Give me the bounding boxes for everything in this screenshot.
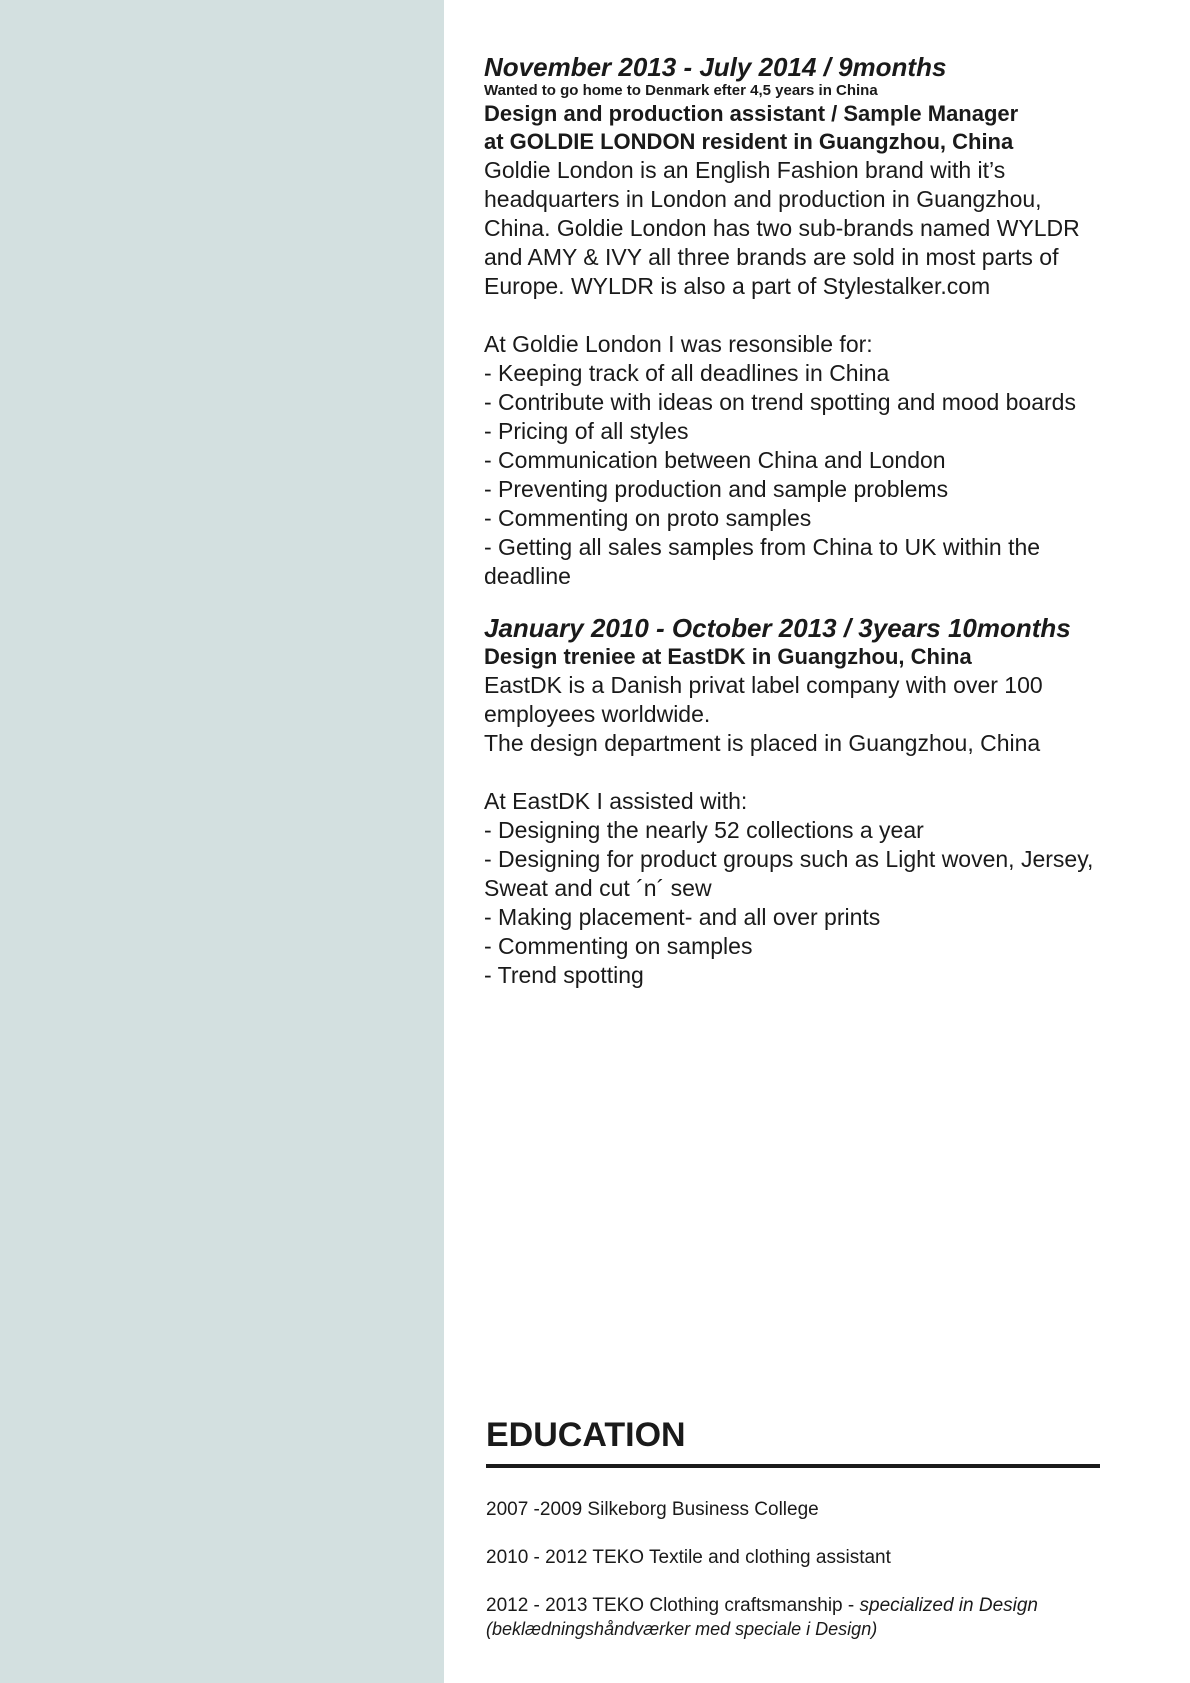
list-item: - Communication between China and London xyxy=(484,447,946,473)
education-item xyxy=(486,1594,1100,1640)
job-note: Wanted to go home to Denmark efter 4,5 years in China xyxy=(484,82,878,99)
job-description-line: headquarters in London and production in Guangzhou, xyxy=(484,186,1042,212)
education-item-text: 2007 -2009 Silkeborg Business College xyxy=(486,1499,819,1520)
list-item: - Commenting on samples xyxy=(484,933,753,959)
education-list xyxy=(486,1498,1100,1640)
job-role-line: Design treniee at EastDK in Guangzhou, China xyxy=(484,644,972,669)
job-entry-eastdk xyxy=(484,613,1174,990)
list-item: - Designing the nearly 52 collections a year xyxy=(484,817,924,843)
job-period: November 2013 - July 2014 / 9months xyxy=(484,52,947,82)
list-item: - Making placement- and all over prints xyxy=(484,904,881,930)
list-item: - Pricing of all styles xyxy=(484,418,689,444)
education-item-specialization: specialized in Design xyxy=(859,1595,1039,1616)
list-item: - Commenting on proto samples xyxy=(484,505,812,531)
education-item-text: 2012 - 2013 TEKO Clothing craftsmanship - xyxy=(486,1595,860,1616)
job-tasks xyxy=(484,816,1174,990)
job-list-intro: At EastDK I assisted with: xyxy=(484,788,748,814)
job-description-line: employees worldwide. xyxy=(484,701,711,727)
job-description-line: China. Goldie London has two sub-brands named WYLDR xyxy=(484,215,1080,241)
job-role-line: Design and production assistant / Sample Manager xyxy=(484,101,1019,126)
experience-section xyxy=(484,52,1174,990)
job-role-line: at GOLDIE LONDON resident in Guangzhou, China xyxy=(484,129,1014,154)
job-description-line: Europe. WYLDR is also a part of Stylestalker.com xyxy=(484,273,991,299)
job-responsibilities xyxy=(484,359,1174,591)
list-item: - Designing for product groups such as Light woven, Jersey, Sweat and cut ´n´ sew xyxy=(484,846,1094,901)
list-item: - Contribute with ideas on trend spotting and mood boards xyxy=(484,389,1076,415)
job-description-line: EastDK is a Danish privat label company with over 100 xyxy=(484,672,1043,698)
list-item: - Getting all sales samples from China to UK within the deadline xyxy=(484,534,1041,589)
education-item xyxy=(486,1498,1100,1522)
education-title: EDUCATION xyxy=(486,1416,686,1454)
education-item xyxy=(486,1546,1100,1570)
education-divider xyxy=(486,1464,1100,1468)
education-item-subtext: (beklædningshåndværker med speciale i Design) xyxy=(486,1619,878,1639)
job-entry-goldie-london xyxy=(484,52,1174,591)
list-item: - Trend spotting xyxy=(484,962,644,988)
job-list-intro: At Goldie London I was resonsible for: xyxy=(484,331,873,357)
education-item-text: 2010 - 2012 TEKO Textile and clothing assistant xyxy=(486,1547,891,1568)
sidebar-panel xyxy=(0,0,444,1683)
job-period: January 2010 - October 2013 / 3years 10months xyxy=(484,613,1071,643)
education-section xyxy=(486,1414,1100,1664)
list-item: - Keeping track of all deadlines in China xyxy=(484,360,890,386)
list-item: - Preventing production and sample problems xyxy=(484,476,949,502)
job-description-line: and AMY & IVY all three brands are sold in most parts of xyxy=(484,244,1059,270)
job-description-line: The design department is placed in Guangzhou, China xyxy=(484,730,1041,756)
job-description-line: Goldie London is an English Fashion brand with it’s xyxy=(484,157,1006,183)
